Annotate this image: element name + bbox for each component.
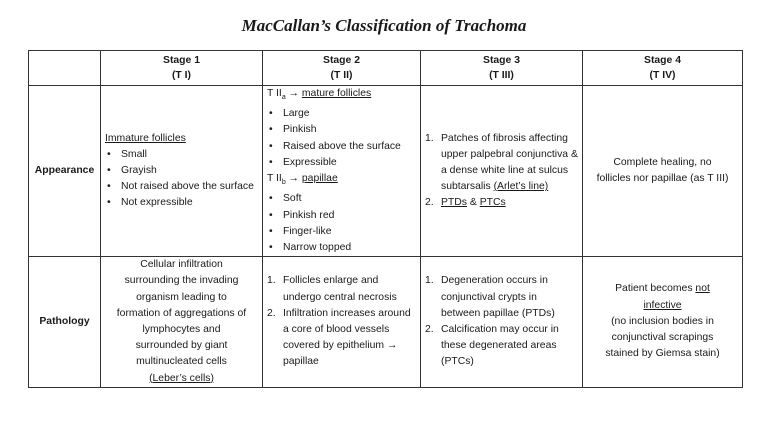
stage-name: Stage 1 (163, 55, 200, 66)
pathology-stage-3 (421, 257, 583, 388)
list-item: • Expressible (267, 155, 416, 171)
cell-heading: papillae (301, 173, 338, 185)
numbered-list (425, 131, 578, 212)
numbered-list (267, 273, 416, 370)
list-item (425, 131, 578, 196)
pathology-stage-1 (101, 257, 263, 388)
pathology-stage-2 (263, 257, 421, 388)
item-text: Follicles enlarge and undergo central necrosis (283, 275, 397, 303)
subscript: b (281, 179, 286, 187)
prefix: T II (267, 88, 282, 99)
pathology-row (29, 257, 743, 388)
item-number: 2. (425, 197, 434, 209)
appearance-stage-1 (101, 86, 263, 257)
appearance-stage-4 (583, 86, 743, 257)
text-line: multinucleated cells (136, 356, 227, 368)
list-item: • Finger-like (267, 224, 416, 240)
stage-1-header (101, 51, 263, 86)
text-line: lymphocytes and (142, 324, 221, 335)
subscript: a (281, 94, 286, 102)
list-item: • Narrow topped (267, 240, 416, 256)
item-term: PTDs (441, 197, 467, 209)
item-term: PTCs (479, 197, 506, 209)
text-line: (no inclusion bodies in (611, 315, 714, 327)
cell-heading: Immature follicles (105, 132, 186, 144)
numbered-list (425, 273, 578, 370)
text-line: follicles nor papillae (as T III) (596, 173, 729, 185)
classification-table (28, 50, 743, 388)
list-item (425, 273, 578, 322)
text-line (587, 281, 738, 297)
list-item: • Not expressible (105, 195, 258, 211)
item-text: Patches of fibrosis affecting upper palpebral conjunctiva & a dense white line at sulcus subtarsalis (441, 132, 578, 193)
stage-name: Stage 3 (483, 55, 520, 66)
stage-name: Stage 2 (323, 55, 360, 66)
stage-name: Stage 4 (644, 55, 681, 66)
text-line: Complete healing, no (613, 156, 712, 168)
text-line: formation of aggregations of (116, 307, 247, 319)
list-item (267, 273, 416, 305)
item-text: Infiltration increases around a core of blood vessels covered by epithelium → papillae (283, 307, 411, 368)
subheading-b (267, 171, 416, 191)
list-item: • Raised above the surface (267, 139, 416, 155)
item-text: Patient becomes (615, 283, 696, 295)
row-label-pathology: Pathology (29, 257, 101, 388)
stage-code: (T I) (171, 70, 192, 81)
list-item (425, 322, 578, 371)
item-term: not (695, 283, 710, 295)
item-number: 2. (267, 307, 276, 319)
bullet-list (267, 191, 416, 256)
text-line: Cellular infiltration (140, 259, 223, 271)
stage-code: (T III) (489, 70, 514, 81)
stage-4-header (583, 51, 743, 86)
list-item: • Grayish (105, 163, 258, 179)
list-item (267, 306, 416, 371)
item-text: & (466, 197, 480, 209)
text-line: surrounded by giant (135, 340, 228, 352)
item-number: 1. (267, 275, 276, 287)
row-label-appearance: Appearance (29, 86, 101, 257)
item-term: (Leber’s cells) (149, 372, 214, 384)
item-term: infective (643, 299, 682, 311)
list-item: • Small (105, 147, 258, 163)
list-item: • Pinkish red (267, 208, 416, 224)
list-item: • Pinkish (267, 122, 416, 138)
list-item: • Soft (267, 191, 416, 207)
text-line: stained by Giemsa stain) (605, 348, 720, 360)
appearance-stage-2 (263, 86, 421, 257)
item-text: Calcification may occur in these degenerated areas (PTCs) (441, 324, 559, 368)
list-item: • Large (267, 106, 416, 122)
item-number: 1. (425, 275, 434, 287)
text-line: conjunctival scrapings (611, 332, 714, 344)
subheading-a (267, 86, 416, 106)
item-number: 2. (425, 324, 434, 335)
bullet-list (267, 106, 416, 171)
appearance-row (29, 86, 743, 257)
text-line: surrounding the invading (124, 275, 239, 287)
pathology-stage-4 (583, 257, 743, 388)
page-title: MacCallan’s Classification of Trachoma (241, 16, 527, 35)
stage-3-header (421, 51, 583, 86)
bullet-list (105, 147, 258, 212)
stage-code: (T IV) (649, 70, 676, 81)
item-number: 1. (425, 132, 434, 144)
stage-2-header (263, 51, 421, 86)
stage-code: (T II) (330, 70, 353, 81)
list-item (425, 195, 578, 211)
appearance-stage-3 (421, 86, 583, 257)
cell-heading: mature follicles (301, 88, 372, 99)
text-line: organism leading to (136, 291, 227, 303)
header-row (29, 51, 743, 86)
list-item: • Not raised above the surface (105, 179, 258, 195)
arrow-icon: → (285, 88, 302, 99)
prefix: T II (267, 173, 282, 185)
corner-cell (29, 51, 101, 86)
item-text: Degeneration occurs in conjunctival crypts in between papillae (PTDs) (441, 275, 555, 319)
arrow-icon: → (285, 173, 302, 185)
item-term: (Arlet’s line) (493, 181, 549, 193)
